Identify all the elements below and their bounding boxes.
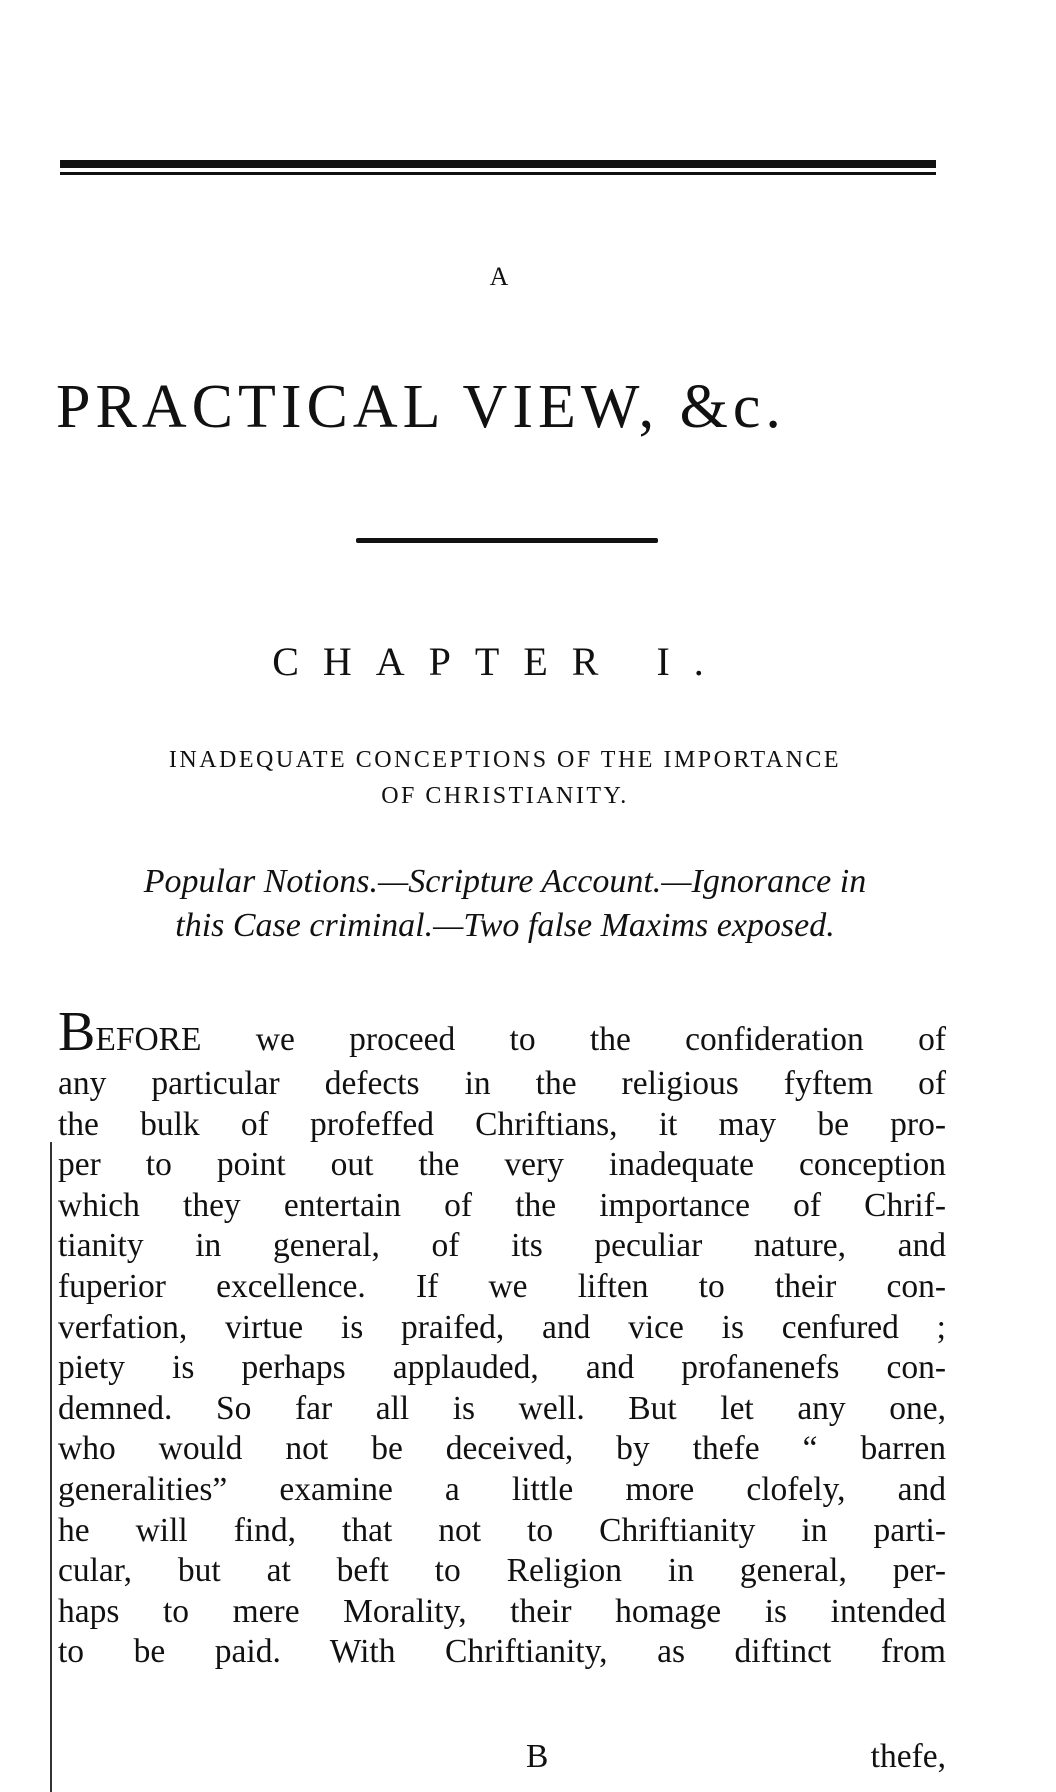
body-line: per to point out the very inadequate conception (58, 1146, 946, 1184)
chapter-subtitle (50, 742, 960, 814)
body-line: cular, but at beft to Religion in general, per- (58, 1552, 946, 1590)
body-line: who would not be deceived, by thefe “ barren (58, 1430, 946, 1468)
body-line: piety is perhaps applauded, and profanenefs con- (58, 1349, 946, 1387)
body-paragraph (58, 1001, 946, 1673)
title-article: A (489, 262, 511, 291)
body-line: verfation, virtue is praifed, and vice is cenfured ; (58, 1308, 946, 1346)
body-line: he will find, that not to Chriftianity in parti- (58, 1511, 946, 1549)
body-line: the bulk of profeffed Chriftians, it may be pro- (58, 1105, 946, 1143)
chapter-summary-line-2: this Case criminal.—Two false Maxims exposed. (175, 907, 835, 944)
chapter-subtitle-line-2: OF CHRISTIANITY. (381, 783, 629, 809)
margin-rule (50, 1142, 52, 1792)
chapter-summary (50, 860, 960, 948)
body-line: demned. So far all is well. But let any one, (58, 1389, 946, 1427)
header-rule-thin (60, 172, 936, 175)
body-line: generalities” examine a little more clofely, and (58, 1470, 946, 1508)
signature-mark: B (526, 1738, 549, 1775)
body-line: tianity in general, of its peculiar nature, and (58, 1227, 946, 1265)
body-line: which they entertain of the importance of Chrif- (58, 1186, 946, 1224)
body-line: fuperior excellence. If we liften to their con- (58, 1267, 946, 1305)
body-line: to be paid. With Chriftianity, as diftinct from (58, 1633, 946, 1671)
body-line-text: we proceed to the confideration of (201, 1021, 946, 1058)
chapter-subtitle-line-1: INADEQUATE CONCEPTIONS OF THE IMPORTANCE (168, 747, 842, 773)
body-line: any particular defects in the religious fyftem of (58, 1065, 946, 1102)
page-title: PRACTICAL VIEW, &c. (56, 373, 786, 441)
header-rule-thick (60, 160, 936, 168)
drop-cap: B (58, 1001, 96, 1063)
chapter-summary-line-1: Popular Notions.—Scripture Account.—Ignorance in (143, 863, 867, 900)
first-word-rest: EFORE (95, 1021, 202, 1058)
catchword: thefe, (870, 1738, 946, 1775)
body-line (58, 1001, 946, 1064)
chapter-heading: CHAPTER I. (272, 639, 728, 684)
body-line: haps to mere Morality, their homage is intended (58, 1592, 946, 1630)
title-divider (356, 538, 658, 543)
